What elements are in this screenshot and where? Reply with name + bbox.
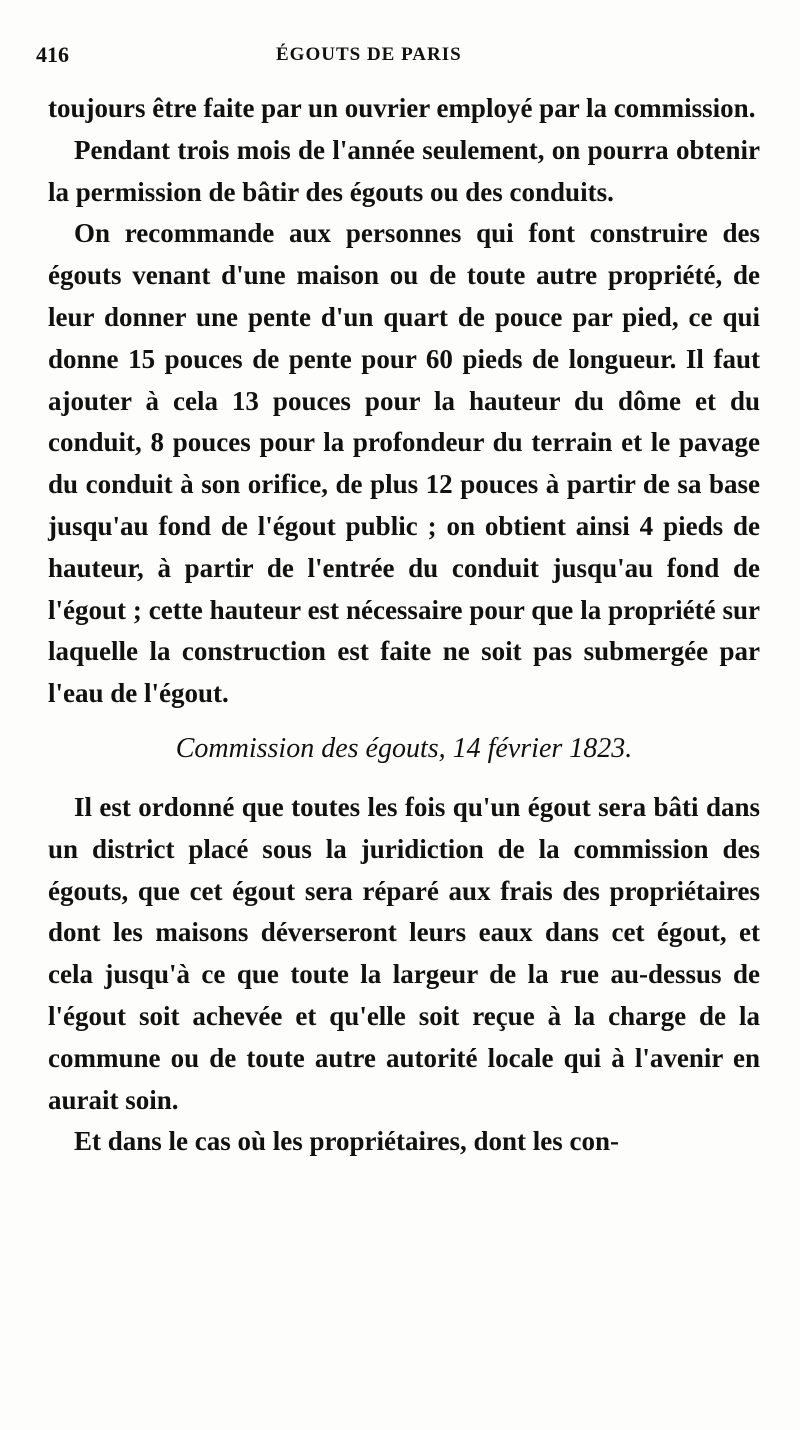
page-header — [36, 42, 766, 76]
paragraph-repair-order: Il est ordonné que toutes les fois qu'un égout sera bâti dans un district placé sous la juridiction de la commission des égouts, que cet égout sera réparé aux frais des propriétaires dont les maisons déverseront leurs eaux dans cet égout, et cela jusqu'à ce que toute la largeur de la rue au-dessus de l'égout soit achevée et qu'elle soit reçue à la charge de la commune ou de toute autre autorité locale qui à l'avenir en aurait soin. — [48, 791, 760, 1115]
paragraph-owners: Et dans le cas où les propriétaires, dont les con- — [74, 1126, 620, 1157]
paragraph-permission: Pendant trois mois de l'année seulement, on pourra obtenir la permission de bâtir des égouts ou des conduits. — [48, 134, 760, 207]
section-heading: Commission des égouts, 14 février 1823. — [175, 732, 633, 764]
paragraph-continuation: toujours être faite par un ouvrier employé par la commission. — [48, 93, 756, 123]
paragraph-slope-recommendation: On recommande aux personnes qui font construire des égouts venant d'une maison ou de toute autre propriété, de leur donner une pente d'un quart de pouce par pied, ce qui donne 15 pouces de pente pour 60 pieds de longueur. Il faut ajouter à cela 13 pouces pour la hauteur du dôme et du conduit, 8 pouces pour la profondeur du terrain et le pavage du conduit à son orifice, de plus 12 pouces à partir de sa base jusqu'au fond de l'égout public ; on obtient ainsi 4 pieds de hauteur, à partir de l'entrée du conduit jusqu'au fond de l'égout ; cette hauteur est nécessaire pour que la propriété sur laquelle la construction est faite ne soit pas submergée par l'eau de l'égout. — [48, 218, 760, 709]
running-title: ÉGOUTS DE PARIS — [276, 44, 462, 65]
page-number: 416 — [36, 42, 69, 67]
body-text — [48, 88, 760, 1163]
